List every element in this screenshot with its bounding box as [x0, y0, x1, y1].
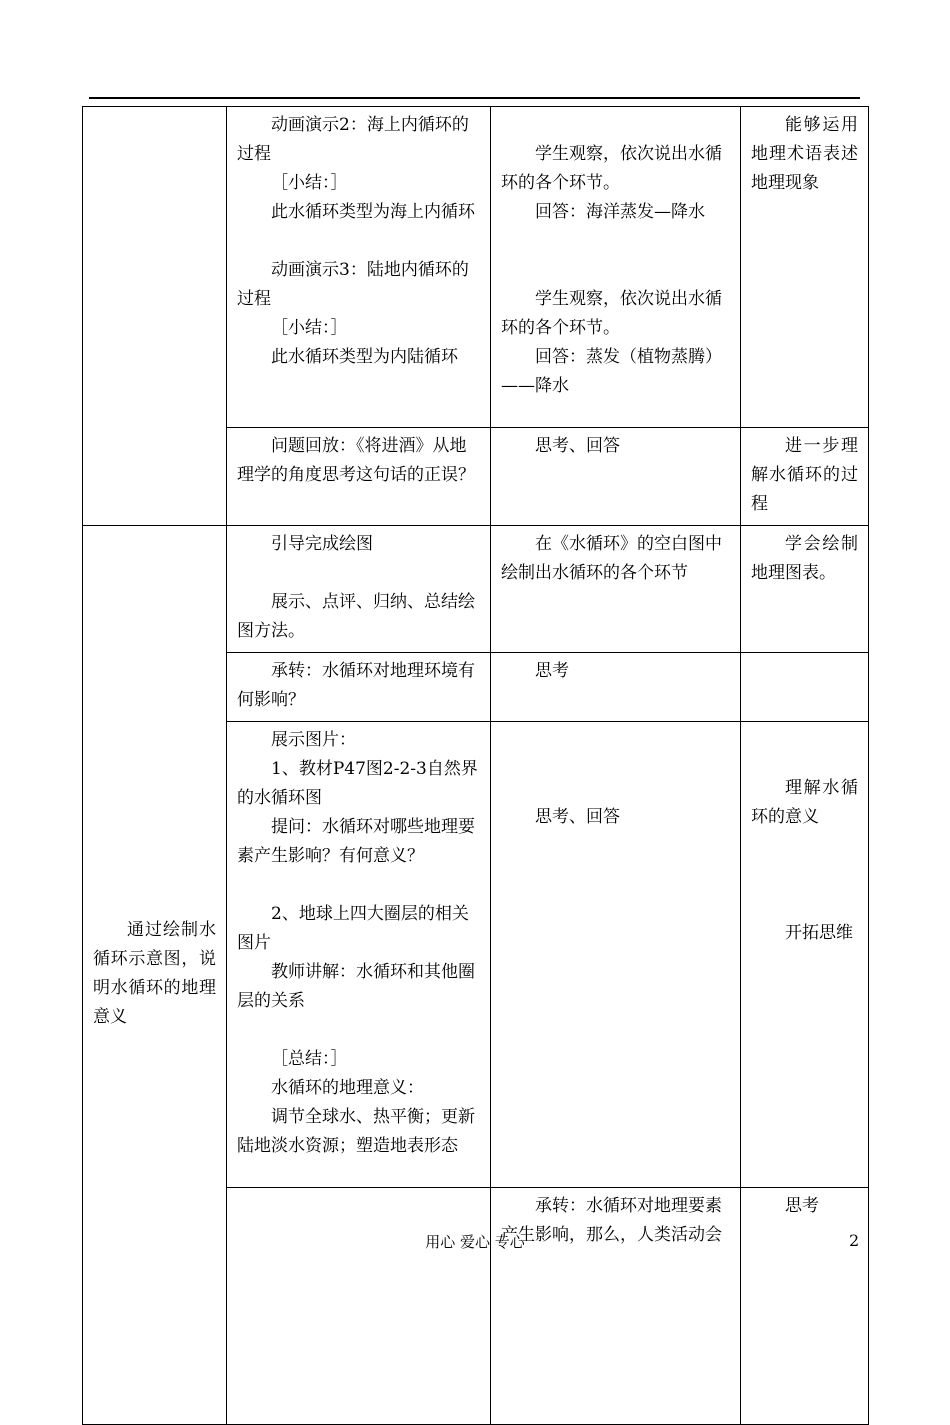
- intent-text: 学会绘制地理图表。: [751, 534, 858, 583]
- intent-text: 开拓思维: [785, 923, 853, 943]
- table-row: [83, 107, 869, 428]
- teacher-text: ［总结：］: [271, 1049, 348, 1069]
- teacher-text: 提问：水循环对哪些地理要素产生影响？有何意义？: [237, 817, 475, 866]
- spacer: [237, 227, 480, 256]
- teacher-text: 1、教材P47图2-2-3自然界的水循环图: [237, 759, 478, 808]
- teacher-text: 此水循环类型为内陆循环: [271, 347, 458, 367]
- intent-text: 进一步理解水循环的过程: [751, 436, 858, 514]
- teacher-text: 动画演示3：陆地内循环的过程: [237, 260, 469, 309]
- design-intent-cell: [741, 428, 869, 526]
- spacer: [237, 559, 480, 588]
- teacher-text: 水循环的地理意义：: [271, 1078, 424, 1098]
- page-number: 2: [849, 1231, 860, 1250]
- student-activity-cell: [491, 722, 741, 1188]
- student-text: 学生观察，依次说出水循环的各个环节。: [501, 144, 722, 193]
- student-text: 学生观察，依次说出水循环的各个环节。: [501, 289, 722, 338]
- spacer: [237, 871, 480, 900]
- teacher-text: 教师讲解：水循环和其他圈层的关系: [237, 962, 475, 1011]
- teacher-activity-cell: [227, 526, 491, 653]
- student-text: 思考: [785, 1196, 819, 1216]
- teacher-activity-cell: [227, 653, 491, 722]
- footer-slogan: 用心 爱心 专心: [425, 1233, 525, 1251]
- teacher-text: ［小结：］: [271, 318, 348, 338]
- design-intent-cell: [741, 526, 869, 653]
- spacer: [501, 227, 730, 285]
- student-text: 回答：海洋蒸发—降水: [535, 202, 705, 222]
- student-text: 在《水循环》的空白图中绘制出水循环的各个环节: [501, 534, 722, 583]
- goal-cell-empty: [83, 107, 227, 526]
- teacher-text: 展示、点评、归纳、总结绘图方法。: [237, 592, 475, 641]
- goal-cell-empty: [227, 1188, 491, 1425]
- student-activity-cell: [491, 428, 741, 526]
- teacher-activity-cell: [227, 722, 491, 1188]
- student-activity-cell: [741, 1188, 869, 1425]
- student-text: 思考、回答: [535, 807, 620, 827]
- teacher-activity-cell: [227, 107, 491, 428]
- teacher-text: ［小结：］: [271, 173, 348, 193]
- section-goal-cell: [83, 526, 227, 1425]
- student-text: 回答：蒸发（植物蒸腾）——降水: [501, 347, 722, 396]
- section-goal-text: 通过绘制水循环示意图，说明水循环的地理意义: [93, 920, 216, 1027]
- design-intent-cell: [741, 107, 869, 428]
- teacher-text: 展示图片：: [271, 730, 356, 750]
- intent-text: 能够运用地理术语表述地理现象: [751, 115, 858, 193]
- student-text: 思考、回答: [535, 436, 620, 456]
- header-rule: [89, 97, 860, 99]
- student-activity-cell: [491, 107, 741, 428]
- student-activity-cell: [491, 653, 741, 722]
- student-activity-cell: [491, 526, 741, 653]
- teacher-text: 引导完成绘图: [271, 534, 373, 554]
- teacher-activity-cell: [227, 428, 491, 526]
- spacer: [751, 832, 858, 919]
- teacher-text: 承转：水循环对地理环境有何影响？: [237, 661, 475, 710]
- intent-text: 理解水循环的意义: [751, 778, 858, 827]
- table-row: [83, 526, 869, 653]
- teacher-text: 2、地球上四大圈层的相关图片: [237, 904, 469, 953]
- teacher-text: 调节全球水、热平衡；更新陆地淡水资源；塑造地表形态: [237, 1107, 475, 1156]
- design-intent-cell: [741, 653, 869, 722]
- teacher-text: 承转：水循环对地理要素产生影响，那么，人类活动会: [501, 1196, 722, 1245]
- spacer: [237, 1016, 480, 1045]
- lesson-plan-table: [82, 106, 869, 1425]
- teacher-text: 问题回放：《将进酒》从地理学的角度思考这句话的正误？: [237, 436, 475, 485]
- teacher-text: 动画演示2：海上内循环的过程: [237, 115, 469, 164]
- teacher-text: 此水循环类型为海上内循环: [271, 202, 475, 222]
- student-text: 思考: [535, 661, 569, 681]
- teacher-activity-cell: [491, 1188, 741, 1425]
- design-intent-cell: [741, 722, 869, 1188]
